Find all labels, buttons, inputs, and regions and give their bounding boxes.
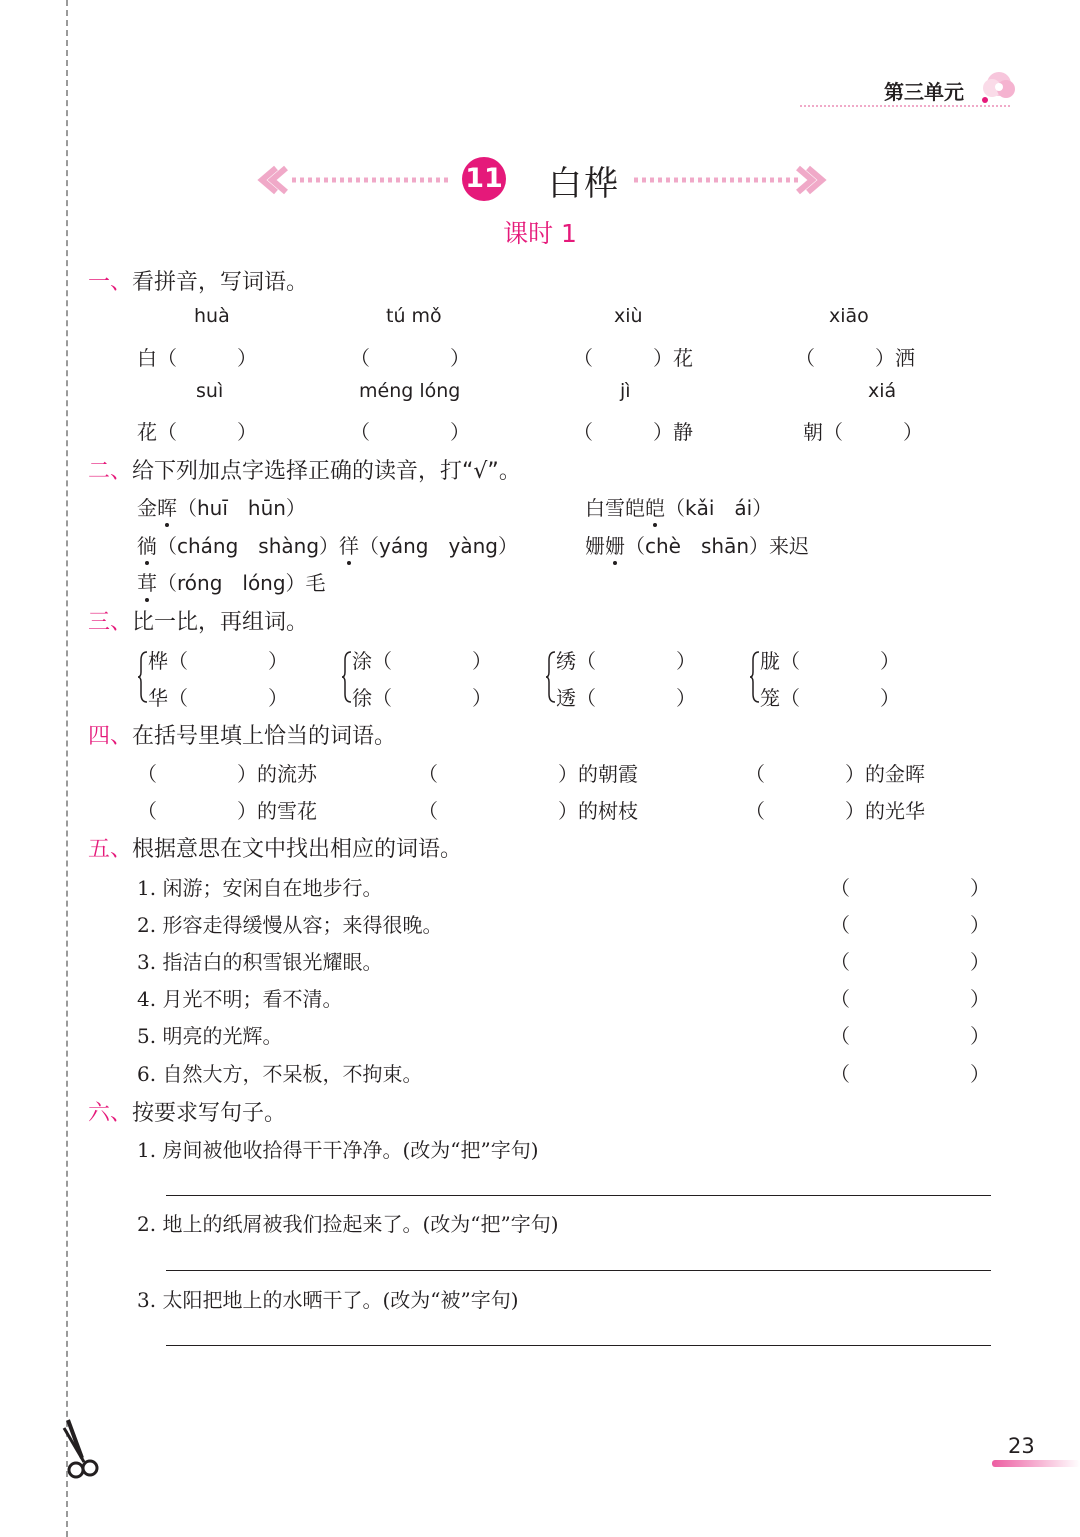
title-decoration — [250, 152, 830, 208]
rewrite-prompt: 1. 房间被他收拾得干干净净。(改为“把”字句) — [137, 1138, 539, 1162]
lesson-subtitle: 课时 1 — [503, 219, 577, 248]
fill-blank[interactable]: （ ）的光华 — [745, 799, 925, 823]
section-6-heading: 六、按要求写句子。 — [88, 1101, 287, 1126]
page-number-bar — [992, 1460, 1080, 1467]
rewrite-prompt: 2. 地上的纸屑被我们捡起来了。(改为“把”字句) — [137, 1212, 559, 1236]
compare-word[interactable]: 笼（ ） — [760, 686, 900, 710]
definition-item: 2. 形容走得缓慢从容；来得很晚。 — [137, 913, 443, 937]
rewrite-prompt: 3. 太阳把地上的水晒干了。(改为“被”字句) — [137, 1288, 519, 1312]
answer-blank[interactable]: （ ） — [830, 876, 990, 900]
pinyin: huà — [194, 305, 230, 327]
lesson-title: 白桦 — [548, 164, 620, 204]
section-3-heading: 三、比一比，再组词。 — [88, 610, 309, 635]
section-4-heading: 四、在括号里填上恰当的词语。 — [88, 724, 397, 749]
scissors-icon — [58, 1418, 106, 1482]
fill-blank[interactable]: （ ）的树枝 — [418, 799, 638, 823]
section-5-heading: 五、根据意思在文中找出相应的词语。 — [88, 837, 463, 862]
reading-choice[interactable]: 姗姗（chè shān）来迟 — [585, 534, 810, 558]
brace-icon — [750, 650, 760, 704]
section-1-heading: 一、看拼音，写词语。 — [88, 270, 309, 295]
word-blank[interactable]: （ ） — [350, 346, 470, 370]
brace-icon — [546, 650, 556, 704]
pinyin: xiāo — [829, 305, 869, 327]
pinyin: xiá — [868, 380, 897, 402]
compare-word[interactable]: 绣（ ） — [556, 649, 696, 673]
definition-item: 5. 明亮的光辉。 — [137, 1024, 283, 1048]
word-blank[interactable]: 花（ ） — [137, 420, 257, 444]
word-blank[interactable]: 白（ ） — [137, 346, 257, 370]
header-underline — [800, 104, 1010, 108]
word-blank[interactable]: 朝（ ） — [803, 420, 923, 444]
compare-word[interactable]: 透（ ） — [556, 686, 696, 710]
fill-blank[interactable]: （ ）的朝霞 — [418, 762, 638, 786]
word-blank[interactable]: （ ）洒 — [795, 346, 915, 370]
answer-line[interactable] — [166, 1195, 991, 1196]
definition-item: 4. 月光不明；看不清。 — [137, 987, 343, 1011]
compare-word[interactable]: 涂（ ） — [352, 649, 492, 673]
fill-blank[interactable]: （ ）的雪花 — [137, 799, 317, 823]
pinyin: xiù — [614, 305, 643, 327]
page-number: 23 — [1008, 1434, 1035, 1458]
pinyin: suì — [196, 380, 224, 402]
reading-choice[interactable]: 白雪皑皑（kǎi ái） — [585, 496, 773, 520]
section-2-heading: 二、给下列加点字选择正确的读音，打“√”。 — [88, 459, 521, 484]
compare-word[interactable]: 华（ ） — [148, 686, 288, 710]
pinyin: jì — [620, 380, 631, 402]
compare-word[interactable]: 徐（ ） — [352, 686, 492, 710]
fill-blank[interactable]: （ ）的金晖 — [745, 762, 925, 786]
answer-blank[interactable]: （ ） — [830, 1062, 990, 1086]
definition-item: 1. 闲游；安闲自在地步行。 — [137, 876, 383, 900]
brace-icon — [342, 650, 352, 704]
answer-blank[interactable]: （ ） — [830, 1024, 990, 1048]
answer-line[interactable] — [166, 1345, 991, 1346]
lesson-number-badge: 11 — [462, 157, 506, 201]
word-blank[interactable]: （ ）花 — [573, 346, 693, 370]
pinyin: tú mǒ — [386, 305, 442, 327]
fill-blank[interactable]: （ ）的流苏 — [137, 762, 317, 786]
reading-choice[interactable]: 徜（cháng shàng）徉（yáng yàng） — [137, 534, 518, 558]
compare-word[interactable]: 胧（ ） — [760, 649, 900, 673]
answer-blank[interactable]: （ ） — [830, 913, 990, 937]
brace-icon — [138, 650, 148, 704]
answer-blank[interactable]: （ ） — [830, 987, 990, 1011]
definition-item: 3. 指洁白的积雪银光耀眼。 — [137, 950, 383, 974]
answer-blank[interactable]: （ ） — [830, 950, 990, 974]
unit-label: 第三单元 — [884, 80, 964, 104]
definition-item: 6. 自然大方，不呆板，不拘束。 — [137, 1062, 423, 1086]
reading-choice[interactable]: 茸（róng lóng）毛 — [137, 571, 326, 595]
answer-line[interactable] — [166, 1270, 991, 1271]
pinyin: méng lóng — [359, 380, 461, 402]
compare-word[interactable]: 桦（ ） — [148, 649, 288, 673]
word-blank[interactable]: （ ） — [350, 420, 470, 444]
word-blank[interactable]: （ ）静 — [573, 420, 693, 444]
reading-choice[interactable]: 金晖（huī hūn） — [137, 496, 306, 520]
